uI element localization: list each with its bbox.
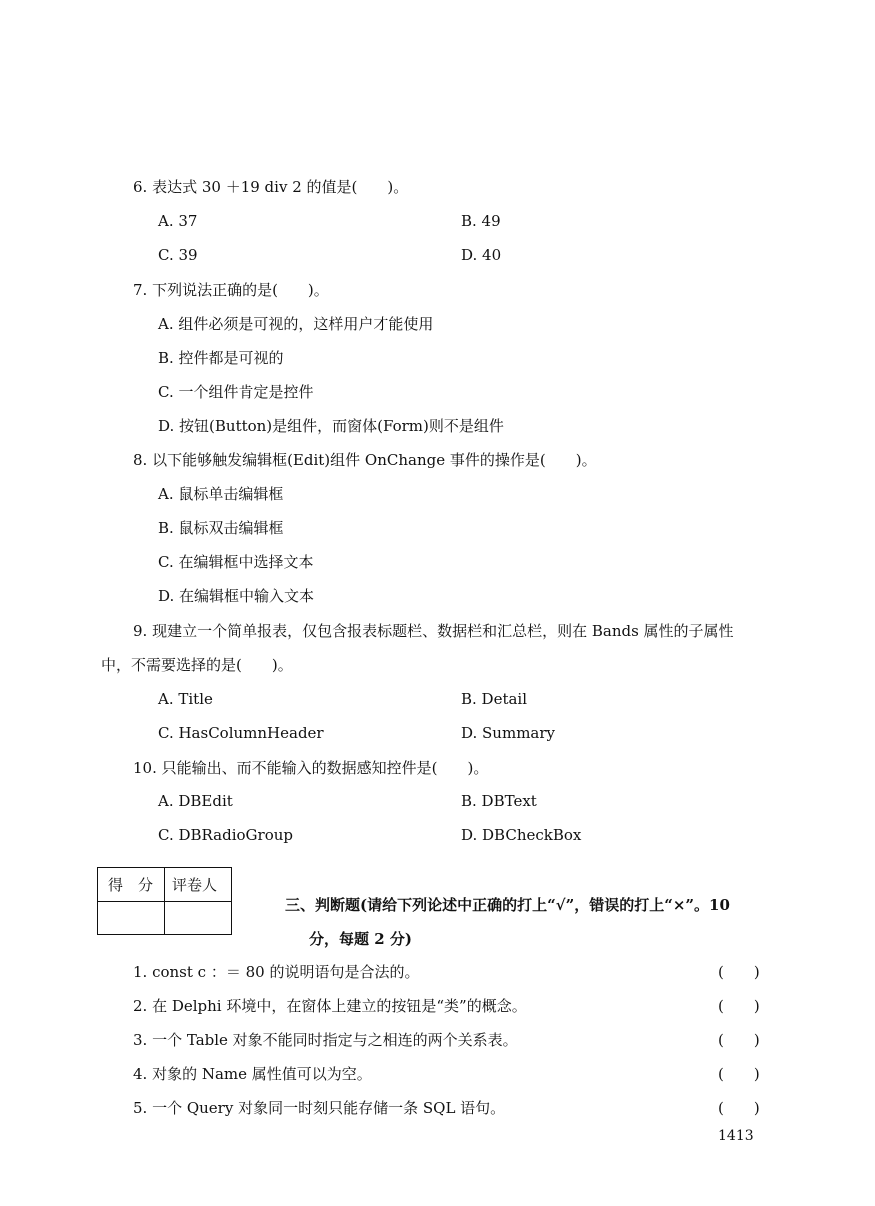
question-9-option-a: A. Title	[158, 690, 213, 708]
question-6-option-a: A. 37	[158, 212, 198, 230]
section-3-heading-line-2: 分，每题 2 分)	[309, 930, 412, 948]
question-9-option-c: C. HasColumnHeader	[158, 724, 324, 742]
question-8-stem: 8. 以下能够触发编辑框(Edit)组件 OnChange 事件的操作是( )。	[133, 451, 597, 469]
judgment-item-1: 1. const c ：＝ 80 的说明语句是合法的。	[133, 963, 420, 981]
page-number: 1413	[718, 1128, 754, 1144]
judgment-answer-blank-4: ( )	[718, 1065, 760, 1083]
judgment-answer-blank-5: ( )	[718, 1099, 760, 1117]
judgment-item-2: 2. 在 Delphi 环境中，在窗体上建立的按钮是“类”的概念。	[133, 997, 527, 1015]
question-7-option-d: D. 按钮(Button)是组件，而窗体(Form)则不是组件	[158, 417, 504, 435]
question-6-stem: 6. 表达式 30 ＋19 div 2 的值是( )。	[133, 178, 409, 196]
judgment-answer-blank-1: ( )	[718, 963, 760, 981]
question-7-option-b: B. 控件都是可视的	[158, 349, 284, 367]
question-6-option-b: B. 49	[461, 212, 501, 230]
section-3-heading-line-1: 三、判断题(请给下列论述中正确的打上“√”，错误的打上“×”。10	[285, 896, 730, 914]
question-9-option-d: D. Summary	[461, 724, 555, 742]
judgment-item-5: 5. 一个 Query 对象同一时刻只能存储一条 SQL 语句。	[133, 1099, 506, 1117]
score-label: 得 分	[108, 876, 154, 894]
question-7-stem: 7. 下列说法正确的是( )。	[133, 281, 329, 299]
question-8-option-a: A. 鼠标单击编辑框	[158, 485, 284, 503]
question-6-option-d: D. 40	[461, 246, 502, 264]
judgment-item-4: 4. 对象的 Name 属性值可以为空。	[133, 1065, 372, 1083]
question-6-option-c: C. 39	[158, 246, 198, 264]
question-10-stem: 10. 只能输出、而不能输入的数据感知控件是( )。	[133, 759, 489, 777]
question-10-option-b: B. DBText	[461, 792, 537, 810]
question-10-option-a: A. DBEdit	[158, 792, 233, 810]
grader-label: 评卷人	[172, 876, 218, 894]
score-box	[97, 867, 232, 935]
judgment-item-3: 3. 一个 Table 对象不能同时指定与之相连的两个关系表。	[133, 1031, 518, 1049]
question-7-option-a: A. 组件必须是可视的，这样用户才能使用	[158, 315, 434, 333]
question-8-option-c: C. 在编辑框中选择文本	[158, 553, 314, 571]
question-10-option-c: C. DBRadioGroup	[158, 826, 293, 844]
question-9-stem-line-2: 中，不需要选择的是( )。	[101, 656, 293, 674]
judgment-answer-blank-3: ( )	[718, 1031, 760, 1049]
question-10-option-d: D. DBCheckBox	[461, 826, 582, 844]
question-8-option-d: D. 在编辑框中输入文本	[158, 587, 315, 605]
question-9-option-b: B. Detail	[461, 690, 528, 708]
judgment-answer-blank-2: ( )	[718, 997, 760, 1015]
question-7-option-c: C. 一个组件肯定是控件	[158, 383, 314, 401]
score-box-column-divider	[164, 868, 165, 934]
question-8-option-b: B. 鼠标双击编辑框	[158, 519, 284, 537]
question-9-stem-line-1: 9. 现建立一个简单报表，仅包含报表标题栏、数据栏和汇总栏，则在 Bands 属性的子属性	[133, 622, 734, 640]
